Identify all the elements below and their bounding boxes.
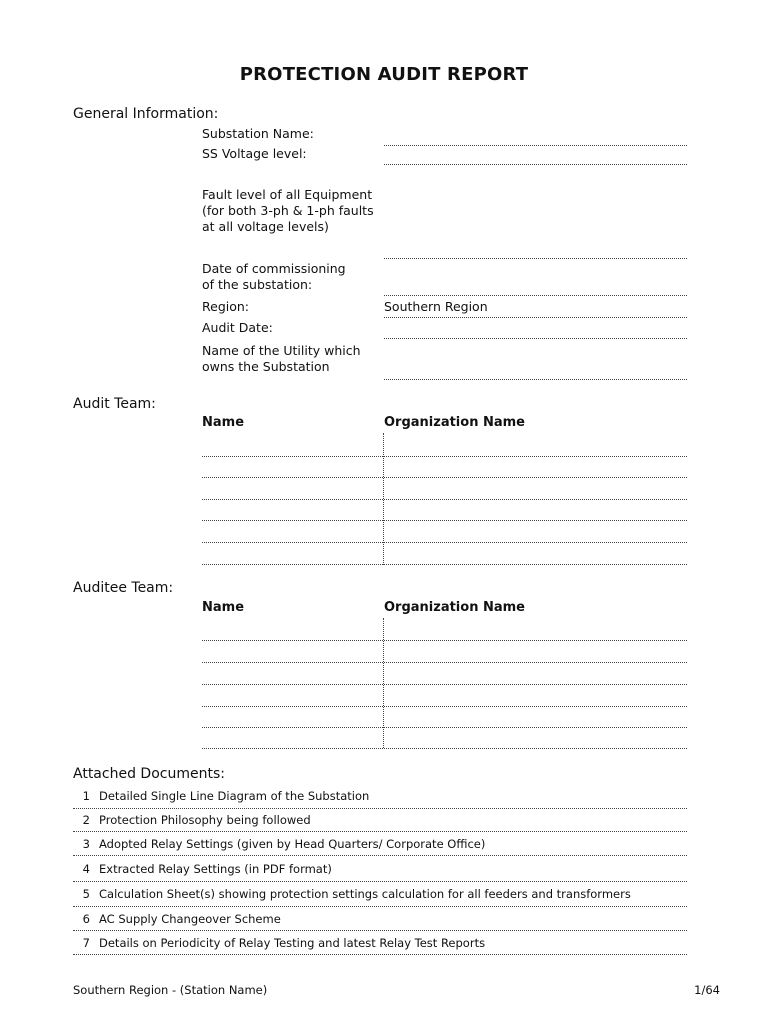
table-row[interactable] — [202, 477, 687, 478]
doc-line — [73, 906, 687, 907]
doc-line — [73, 954, 687, 955]
auditee-team-heading: Auditee Team: — [73, 580, 174, 596]
doc-line — [73, 930, 687, 931]
field-line — [384, 145, 687, 146]
doc-line — [73, 808, 687, 809]
field-line — [384, 295, 687, 296]
auditee-team-column-divider — [383, 618, 384, 748]
table-row[interactable] — [202, 706, 687, 707]
table-row[interactable] — [202, 456, 687, 457]
field-label-audit-date: Audit Date: — [202, 320, 273, 335]
field-label-commissioning-date: Date of commissioning of the substation: — [202, 261, 346, 292]
table-row[interactable] — [202, 564, 687, 565]
field-line — [384, 379, 687, 380]
table-row[interactable] — [202, 520, 687, 521]
auditee-team-col-org: Organization Name — [384, 600, 525, 615]
doc-line — [73, 881, 687, 882]
doc-item-text: Details on Periodicity of Relay Testing and latest Relay Test Reports — [99, 936, 486, 950]
doc-item-text: Detailed Single Line Diagram of the Substation — [99, 789, 370, 803]
table-row[interactable] — [202, 684, 687, 685]
doc-line — [73, 855, 687, 856]
table-row[interactable] — [202, 662, 687, 663]
field-label-substation-name: Substation Name: — [202, 126, 314, 141]
auditee-team-col-name: Name — [202, 600, 245, 615]
doc-item-text: Calculation Sheet(s) showing protection settings calculation for all feeders and transformers — [99, 887, 631, 901]
doc-item-text: Protection Philosophy being followed — [99, 813, 311, 827]
table-row[interactable] — [202, 748, 687, 749]
audit-team-heading: Audit Team: — [73, 396, 156, 412]
field-label-fault-level: Fault level of all Equipment (for both 3-ph & 1-ph faults at all voltage levels) — [202, 187, 374, 234]
doc-number: 4 — [82, 862, 90, 876]
field-label-region: Region: — [202, 299, 250, 314]
doc-line — [73, 831, 687, 832]
doc-number: 5 — [82, 887, 90, 901]
doc-number: 1 — [82, 789, 90, 803]
page-number: 1/64 — [694, 983, 720, 997]
field-value-region[interactable]: Southern Region — [384, 299, 488, 314]
doc-number: 3 — [82, 837, 90, 851]
table-row[interactable] — [202, 542, 687, 543]
audit-team-col-org: Organization Name — [384, 415, 525, 430]
doc-number: 7 — [82, 936, 90, 950]
doc-number: 6 — [82, 912, 90, 926]
footer-station-name: Southern Region - (Station Name) — [73, 983, 268, 997]
field-line — [384, 317, 687, 318]
field-label-ss-voltage: SS Voltage level: — [202, 146, 307, 161]
attached-documents-heading: Attached Documents: — [73, 766, 225, 782]
doc-item-text: AC Supply Changeover Scheme — [99, 912, 281, 926]
general-info-heading: General Information: — [73, 106, 219, 122]
page-title: PROTECTION AUDIT REPORT — [239, 64, 529, 85]
doc-item-text: Extracted Relay Settings (in PDF format) — [99, 862, 332, 876]
audit-team-col-name: Name — [202, 415, 245, 430]
field-line — [384, 164, 687, 165]
field-line — [384, 338, 687, 339]
table-row[interactable] — [202, 640, 687, 641]
field-label-utility-name: Name of the Utility which owns the Substation — [202, 343, 361, 374]
table-row[interactable] — [202, 727, 687, 728]
table-row[interactable] — [202, 499, 687, 500]
doc-number: 2 — [82, 813, 90, 827]
field-line — [384, 258, 687, 259]
doc-item-text: Adopted Relay Settings (given by Head Quarters/ Corporate Office) — [99, 837, 486, 851]
